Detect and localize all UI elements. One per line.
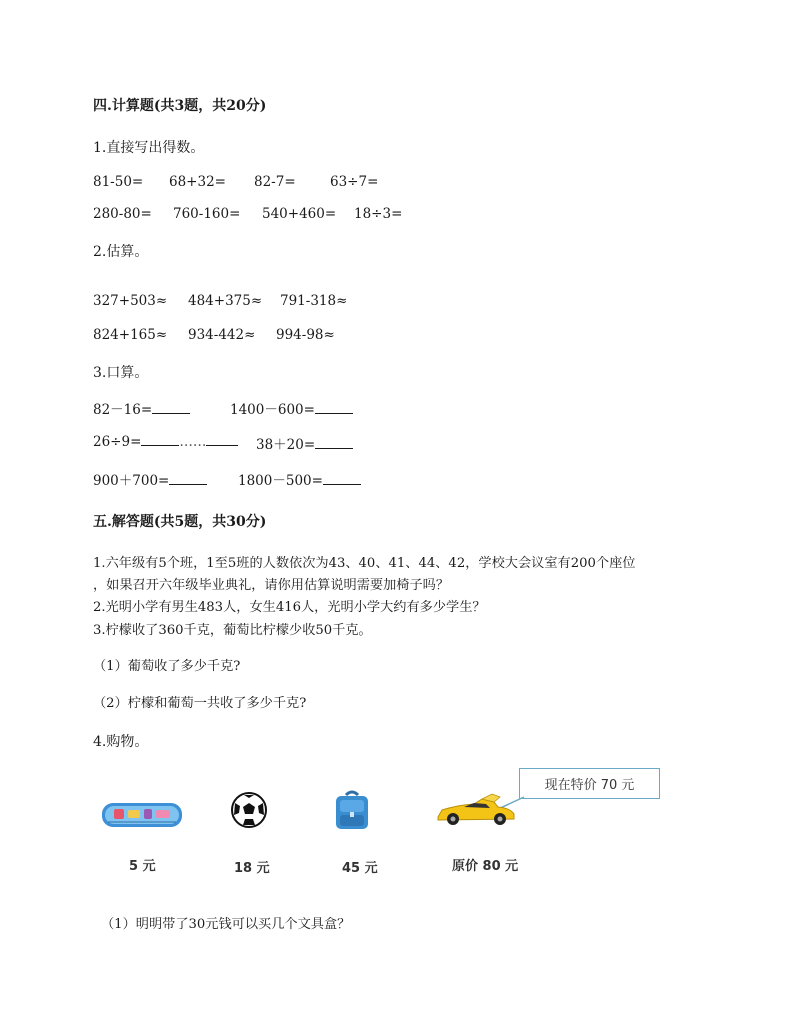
q2-eq-2: 484+375≈ xyxy=(188,293,263,309)
q1-eq-1: 81-50= xyxy=(93,174,144,190)
q3-eq-3: 26÷9= xyxy=(93,434,142,450)
q1-eq-8: 18÷3= xyxy=(354,206,403,222)
price-toy-car: 原价 80 元 xyxy=(452,859,519,874)
q2-prompt: 2.估算。 xyxy=(93,244,149,260)
q1-eq-4: 63÷7= xyxy=(330,174,379,190)
price-callout: 现在特价 70 元 xyxy=(519,768,660,799)
price-pencil-case: 5 元 xyxy=(129,859,156,874)
q2-eq-6: 994-98≈ xyxy=(276,327,335,343)
s5-q3-sub1: （1）葡萄收了多少千克? xyxy=(93,659,241,674)
q1-eq-5: 280-80= xyxy=(93,206,152,222)
s5-q1-line1: 1.六年级有5个班，1至5班的人数依次为43、40、41、44、42，学校大会议室有200个座位 xyxy=(93,556,636,571)
q3-item-5 xyxy=(93,469,207,489)
s5-q2: 2.光明小学有男生483人，女生416人，光明小学大约有多少学生？ xyxy=(93,600,486,615)
s5-q1-line2: ，如果召开六年级毕业典礼，请你用估算说明需要加椅子吗？ xyxy=(93,578,450,593)
answer-blank xyxy=(315,436,353,449)
q3-remainder-dots: …… xyxy=(179,434,207,450)
q3-eq-5: 900＋700= xyxy=(93,473,170,489)
q1-eq-6: 760-160= xyxy=(173,206,241,222)
backpack-icon xyxy=(333,789,371,831)
s5-q4: 4.购物。 xyxy=(93,734,149,750)
q1-eq-7: 540+460= xyxy=(262,206,337,222)
q3-eq-6: 1800－500= xyxy=(238,473,323,489)
q1-prompt: 1.直接写出得数。 xyxy=(93,140,205,156)
s5-q3: 3.柠檬收了360千克，葡萄比柠檬少收50千克。 xyxy=(93,623,372,638)
q3-item-3 xyxy=(93,433,238,450)
price-backpack: 45 元 xyxy=(342,861,378,876)
answer-blank xyxy=(206,433,238,446)
q2-eq-3: 791-318≈ xyxy=(280,293,348,309)
price-soccer-ball: 18 元 xyxy=(234,861,270,876)
q3-eq-1: 82－16= xyxy=(93,402,153,418)
pencil-case-icon xyxy=(100,800,184,830)
q2-eq-4: 824+165≈ xyxy=(93,327,168,343)
section-5-title: 五.解答题(共5题，共30分) xyxy=(93,514,267,530)
answer-blank xyxy=(315,401,353,414)
q1-eq-3: 82-7= xyxy=(254,174,296,190)
toy-car-icon xyxy=(434,793,518,827)
answer-blank xyxy=(323,472,361,485)
q3-item-2 xyxy=(230,398,353,418)
q3-eq-2: 1400－600= xyxy=(230,402,315,418)
q3-item-4 xyxy=(256,433,353,453)
q1-eq-2: 68+32= xyxy=(169,174,226,190)
q3-prompt: 3.口算。 xyxy=(93,365,149,381)
q2-eq-5: 934-442≈ xyxy=(188,327,256,343)
q3-item-1 xyxy=(93,398,190,418)
section-4-title: 四.计算题(共3题，共20分) xyxy=(93,98,267,114)
answer-blank xyxy=(152,401,190,414)
q3-item-6 xyxy=(238,469,361,489)
soccer-ball-icon xyxy=(230,791,268,829)
s5-q3-sub2: （2）柠檬和葡萄一共收了多少千克? xyxy=(93,696,307,711)
q2-eq-1: 327+503≈ xyxy=(93,293,168,309)
q3-eq-4: 38＋20= xyxy=(256,437,316,453)
answer-blank xyxy=(141,433,179,446)
answer-blank xyxy=(169,472,207,485)
s5-q4-sub1: （1）明明带了30元钱可以买几个文具盒？ xyxy=(101,917,351,932)
